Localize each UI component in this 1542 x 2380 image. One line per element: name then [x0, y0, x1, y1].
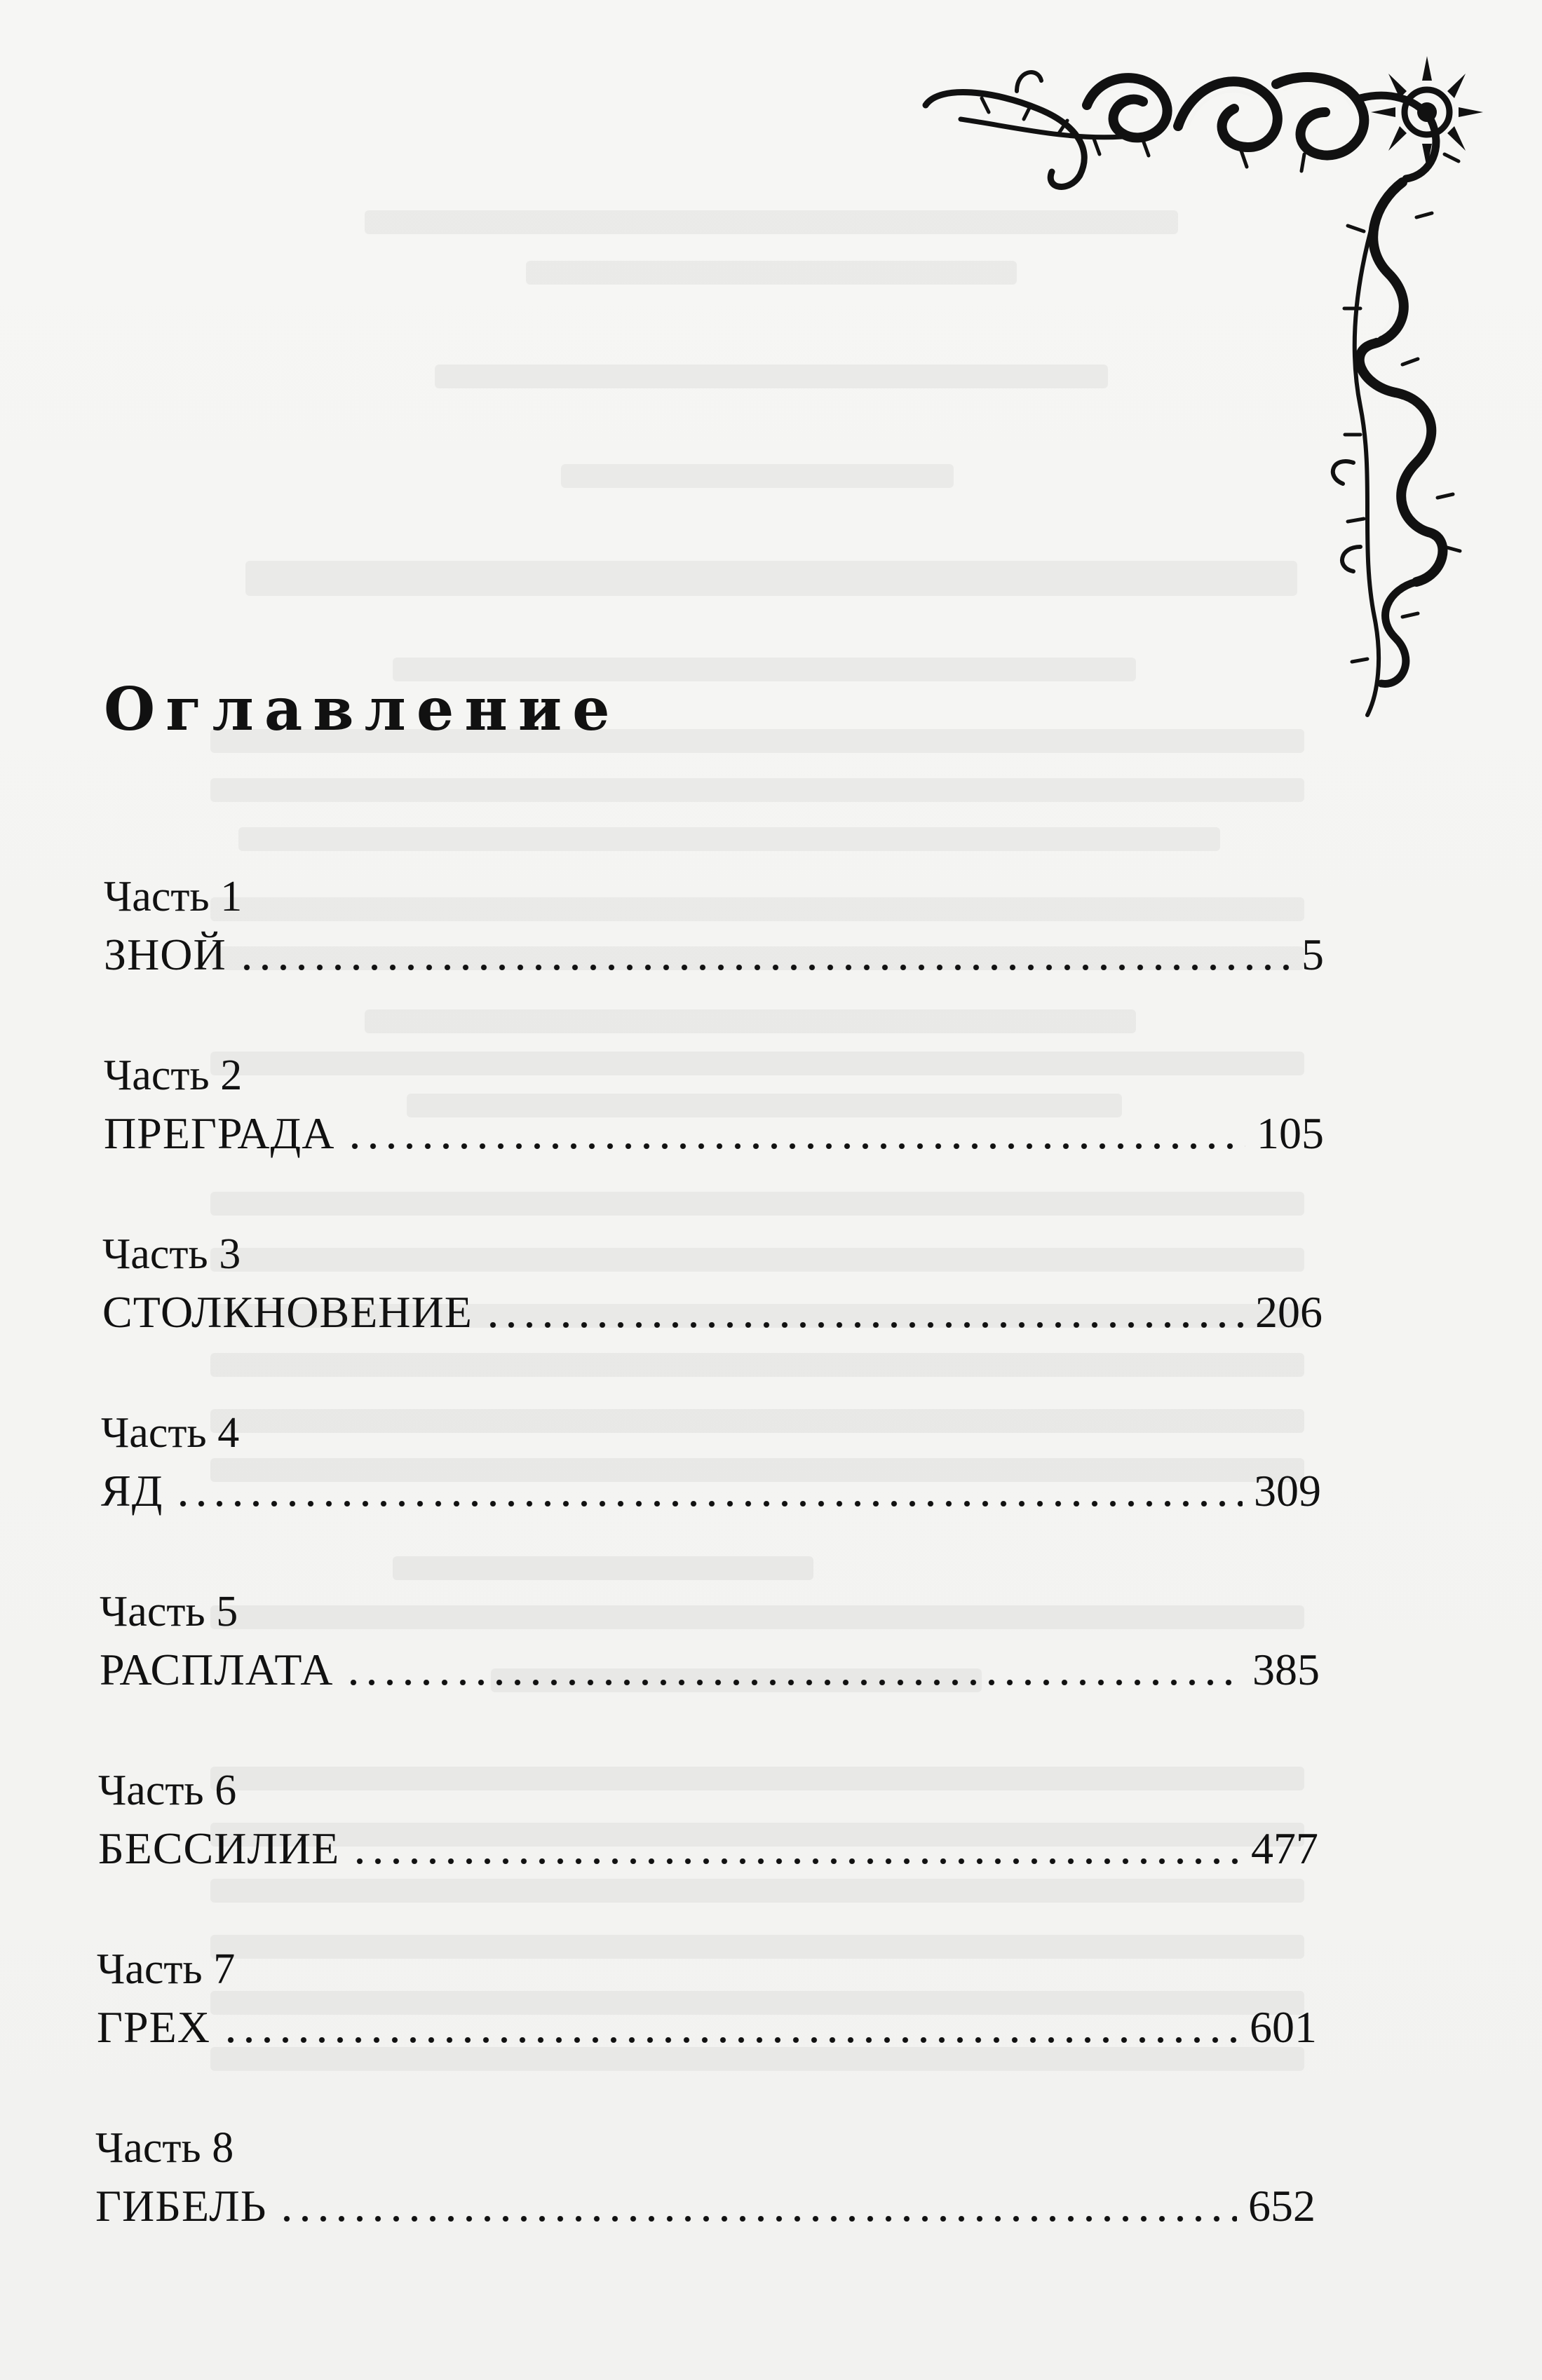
- toc-row: [95, 2181, 1316, 2231]
- toc-chapter-name: ЯД: [101, 1466, 163, 1516]
- toc-row: [97, 2002, 1317, 2052]
- toc-entry-1[interactable]: [104, 875, 1324, 977]
- toc-entry-7[interactable]: [97, 1947, 1317, 2050]
- toc-page-number: 5: [1301, 930, 1324, 979]
- toc-part-label: Часть 8: [95, 2124, 234, 2172]
- dot-leader: [346, 1143, 1245, 1149]
- toc-row: [104, 932, 1324, 977]
- toc-page-number: 309: [1254, 1466, 1321, 1516]
- toc-page-number: 206: [1255, 1287, 1323, 1337]
- toc-entry-2[interactable]: [104, 1054, 1324, 1156]
- dot-leader: [238, 965, 1290, 970]
- toc-entry-4[interactable]: [101, 1411, 1321, 1514]
- toc-part-label: Часть 4: [101, 1409, 240, 1457]
- toc-part-label: Часть 7: [97, 1945, 236, 1993]
- toc-part-label: Часть 2: [104, 1052, 243, 1099]
- toc-page-number: 652: [1248, 2181, 1316, 2231]
- dot-leader: [351, 1858, 1240, 1864]
- dot-leader: [222, 2037, 1238, 2043]
- toc-page-number: 477: [1251, 1823, 1318, 1873]
- toc-chapter-name: ГРЕХ: [97, 2002, 210, 2052]
- toc-entry-6[interactable]: [98, 1769, 1318, 1871]
- toc-chapter-name: РАСПЛАТА: [100, 1645, 334, 1694]
- dot-leader: [174, 1501, 1243, 1507]
- dot-leader: [484, 1322, 1244, 1328]
- toc-row: [100, 1647, 1320, 1692]
- dot-leader: [278, 2216, 1237, 2222]
- toc-page-number: 601: [1250, 2002, 1317, 2052]
- toc-row: [104, 1108, 1324, 1158]
- toc-part-label: Часть 1: [104, 873, 243, 920]
- page-title: Оглавление: [104, 674, 621, 744]
- toc-row: [102, 1287, 1323, 1337]
- toc-part-label: Часть 3: [102, 1230, 241, 1278]
- toc-entry-3[interactable]: [102, 1232, 1323, 1335]
- toc-row: [98, 1823, 1318, 1873]
- toc-chapter-name: ЗНОЙ: [104, 930, 226, 979]
- toc-chapter-name: ПРЕГРАДА: [104, 1108, 335, 1158]
- dot-leader: [344, 1680, 1241, 1685]
- toc-chapter-name: БЕССИЛИЕ: [98, 1823, 340, 1873]
- toc-row: [101, 1466, 1321, 1516]
- toc-chapter-name: СТОЛКНОВЕНИЕ: [102, 1287, 473, 1337]
- toc-entry-8[interactable]: [95, 2126, 1316, 2229]
- toc-part-label: Часть 6: [98, 1767, 237, 1814]
- toc-entry-5[interactable]: [100, 1590, 1320, 1692]
- toc-page-number: 385: [1252, 1645, 1320, 1694]
- toc-page-number: 105: [1257, 1108, 1324, 1158]
- toc-part-label: Часть 5: [100, 1588, 238, 1636]
- toc-chapter-name: ГИБЕЛЬ: [95, 2181, 267, 2231]
